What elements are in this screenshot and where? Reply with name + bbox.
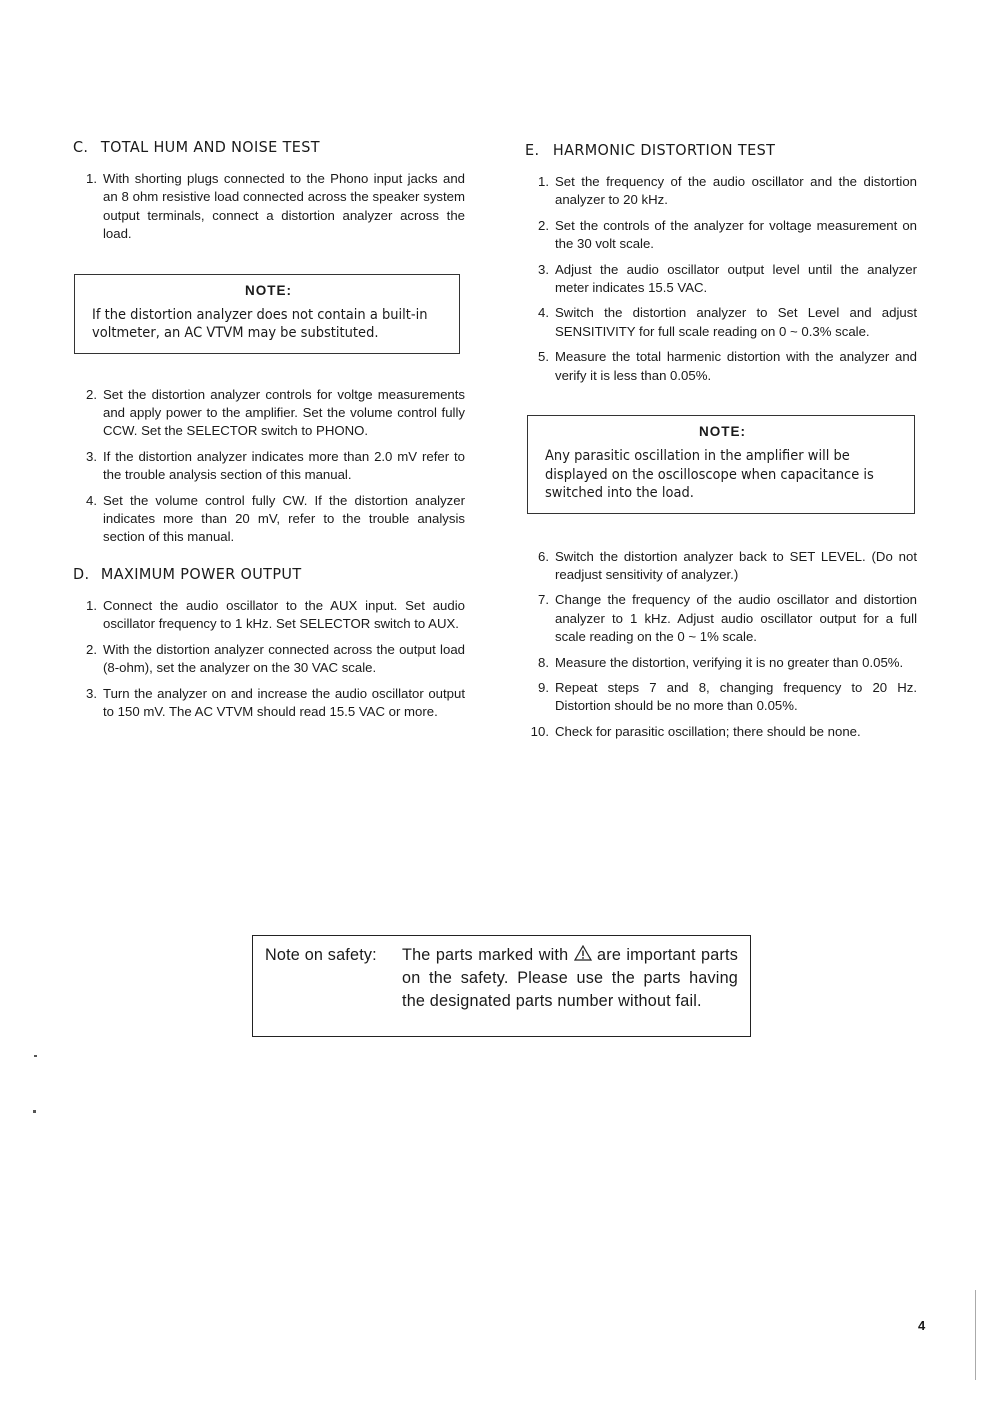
- step-text: If the distortion analyzer indicates more than 2.0 mV refer to the trouble analysis section of this manual.: [103, 448, 465, 483]
- section-c-letter: C.: [73, 138, 89, 156]
- page-number: 4: [918, 1318, 926, 1333]
- section-d-title: MAXIMUM POWER OUTPUT: [100, 564, 302, 583]
- step-text: With the distortion analyzer connected across the output load (8-ohm), set the analyzer on the 30 VAC scale.: [103, 641, 465, 676]
- section-d-steps: [73, 597, 465, 721]
- section-e-heading: [525, 141, 890, 159]
- list-item: [73, 597, 465, 634]
- step-number: 1.: [86, 171, 97, 186]
- step-number: 5.: [538, 349, 549, 365]
- step-text: Switch the distortion analyzer back to SET LEVEL. (Do not readjust sensitivity of analyzer.): [555, 548, 917, 582]
- step-number: 1.: [86, 597, 97, 613]
- section-c-steps-b: [73, 386, 465, 547]
- list-item: [525, 261, 917, 298]
- note-title: NOTE:: [245, 282, 292, 298]
- note-body: If the distortion analyzer does not contain a built-in voltmeter, an AC VTVM may be substituted.: [92, 306, 428, 342]
- step-text: Set the distortion analyzer controls for voltge measurements and apply power to the amplifier. Set the volume control fully CCW. Set the SELECTOR switch to PHONO.: [103, 386, 465, 439]
- list-item: [525, 304, 917, 341]
- list-item: [73, 170, 465, 244]
- list-item: [525, 348, 917, 385]
- left-column: [73, 138, 465, 728]
- step-number: 4.: [86, 492, 97, 508]
- step-number: 2.: [86, 386, 97, 402]
- list-item: [525, 591, 917, 646]
- section-c-heading: [73, 138, 438, 156]
- note-title: NOTE:: [699, 424, 746, 440]
- section-e-note-box: [527, 415, 915, 514]
- list-item: [73, 448, 465, 485]
- step-number: 4.: [538, 305, 549, 321]
- list-item: [525, 654, 917, 672]
- safety-note-text: [402, 944, 738, 1013]
- list-item: [525, 548, 917, 585]
- step-number: 10.: [530, 723, 549, 739]
- step-number: 3.: [86, 448, 97, 464]
- section-c-note-box: [74, 274, 460, 354]
- step-text: Set the controls of the analyzer for voltage measurement on the 30 volt scale.: [555, 217, 917, 252]
- warning-triangle-icon: [574, 945, 592, 961]
- section-c-title: TOTAL HUM AND NOISE TEST: [100, 138, 320, 156]
- step-number: 3.: [86, 685, 97, 701]
- safety-text-before-icon: The parts marked with: [402, 946, 569, 964]
- step-number: 2.: [86, 641, 97, 657]
- step-text: Switch the distortion analyzer to Set Level and adjust SENSITIVITY for full scale reading on 0 ~ 0.3% scale.: [555, 305, 917, 339]
- step-number: 1.: [538, 174, 549, 189]
- safety-note-box: [252, 935, 751, 1037]
- step-text: With shorting plugs connected to the Phono input jacks and an 8 ohm resistive load connected across the speaker system output terminals, connect a distortion analyzer across the load.: [103, 171, 465, 242]
- section-e-steps-a: [525, 173, 917, 385]
- step-text: Set the frequency of the audio oscillator and the distortion analyzer to 20 kHz.: [555, 174, 917, 208]
- safety-text-after-icon: are important parts on the safety. Please use the parts having the designated parts number without fail.: [402, 946, 738, 1010]
- list-item: [73, 685, 465, 722]
- list-item: [525, 679, 917, 716]
- scan-speck: [33, 1110, 36, 1113]
- step-text: Turn the analyzer on and increase the audio oscillator output to 150 mV. The AC VTVM should read 15.5 VAC or more.: [103, 685, 465, 719]
- section-e-title: HARMONIC DISTORTION TEST: [552, 141, 776, 159]
- step-number: 3.: [538, 261, 549, 277]
- safety-note-label: Note on safety:: [265, 946, 377, 964]
- section-c-steps-a: [73, 170, 465, 244]
- step-number: 9.: [538, 680, 549, 695]
- note-body: Any parasitic oscillation in the amplifier will be displayed on the oscilloscope when capacitance is switched into the load.: [545, 448, 874, 502]
- section-d-heading: [73, 565, 438, 583]
- step-number: 7.: [538, 592, 549, 608]
- step-text: Repeat steps 7 and 8, changing frequency to 20 Hz. Distortion should be no more than 0.05%.: [555, 680, 917, 714]
- list-item: [525, 217, 917, 254]
- step-text: Measure the distortion, verifying it is no greater than 0.05%.: [555, 654, 904, 670]
- step-number: 2.: [538, 217, 549, 233]
- scan-speck: [34, 1055, 37, 1057]
- step-text: Set the volume control fully CW. If the distortion analyzer indicates more than 20 mV, refer to the trouble analysis section of this manual.: [103, 492, 465, 545]
- step-text: Connect the audio oscillator to the AUX input. Set audio oscillator frequency to 1 kHz. Set SELECTOR switch to AUX.: [103, 597, 465, 632]
- step-text: Adjust the audio oscillator output level until the analyzer meter indicates 15.5 VAC.: [555, 261, 917, 296]
- list-item: [525, 723, 917, 741]
- list-item: [73, 386, 465, 441]
- scan-edge-line: [975, 1290, 976, 1380]
- step-number: 8.: [538, 654, 549, 670]
- step-text: Measure the total harmenic distortion with the analyzer and verify it is less than 0.05%.: [555, 349, 917, 383]
- list-item: [73, 492, 465, 547]
- right-column: [525, 141, 917, 748]
- list-item: [525, 173, 917, 210]
- step-number: 6.: [538, 548, 549, 564]
- step-text: Change the frequency of the audio oscillator and distortion analyzer to 1 kHz. Adjust audio oscillator output for a full scale reading on the 0 ~ 1% scale.: [555, 592, 917, 645]
- list-item: [73, 641, 465, 678]
- step-text: Check for parasitic oscillation; there should be none.: [555, 723, 861, 739]
- section-e-steps-b: [525, 548, 917, 742]
- section-e-letter: E.: [525, 141, 540, 159]
- section-d-letter: D.: [73, 564, 90, 583]
